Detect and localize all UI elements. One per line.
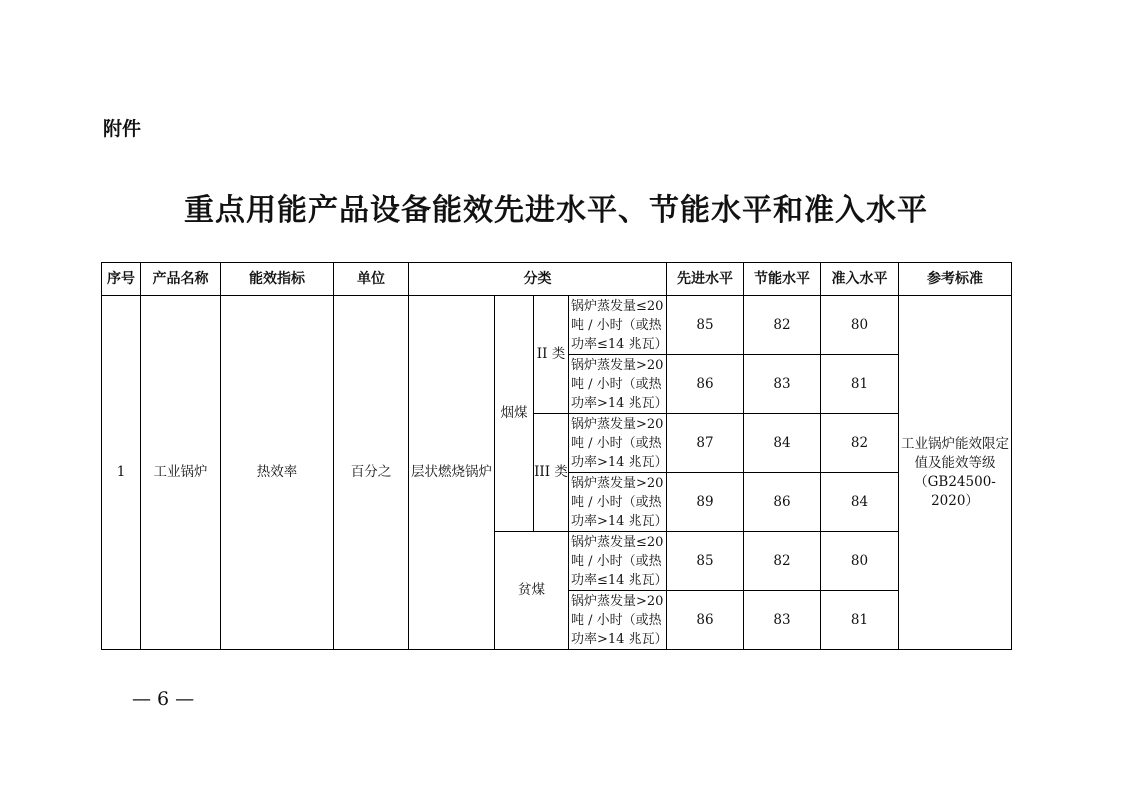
cell-saving: 83	[744, 355, 821, 414]
attachment-label: 附件	[103, 118, 142, 140]
cell-saving: 82	[744, 532, 821, 591]
cell-fuel-lean: 贫煤	[495, 532, 569, 650]
cell-saving: 83	[744, 591, 821, 650]
cell-advanced: 87	[667, 414, 744, 473]
cell-indicator: 热效率	[221, 296, 334, 650]
cell-condition: 锅炉蒸发量>20 吨 / 小时（或热 功率>14 兆瓦）	[569, 414, 667, 473]
cell-no: 1	[102, 296, 141, 650]
table-row	[102, 296, 1012, 355]
cell-class-ii: II 类	[534, 296, 569, 414]
cell-entry: 81	[821, 591, 899, 650]
cell-advanced: 89	[667, 473, 744, 532]
header-reference: 参考标准	[899, 263, 1012, 296]
cell-condition: 锅炉蒸发量≤20 吨 / 小时（或热 功率≤14 兆瓦）	[569, 296, 667, 355]
cell-reference: 工业锅炉能效限定值及能效等级（GB24500-2020）	[899, 296, 1012, 650]
cell-advanced: 85	[667, 532, 744, 591]
header-category: 分类	[409, 263, 667, 296]
cell-entry: 84	[821, 473, 899, 532]
cell-fuel-bituminous: 烟煤	[495, 296, 534, 532]
table-header-row	[102, 263, 1012, 296]
cell-advanced: 85	[667, 296, 744, 355]
header-product: 产品名称	[141, 263, 221, 296]
document-title: 重点用能产品设备能效先进水平、节能水平和准入水平	[184, 193, 928, 228]
cell-entry: 80	[821, 296, 899, 355]
cell-boiler-type: 层状燃烧锅炉	[409, 296, 495, 650]
cell-saving: 84	[744, 414, 821, 473]
cell-unit: 百分之	[334, 296, 409, 650]
cell-class-iii: III 类	[534, 414, 569, 532]
header-no: 序号	[102, 263, 141, 296]
cell-condition: 锅炉蒸发量>20 吨 / 小时（或热 功率>14 兆瓦）	[569, 355, 667, 414]
cell-condition: 锅炉蒸发量≤20 吨 / 小时（或热 功率≤14 兆瓦）	[569, 532, 667, 591]
cell-entry: 80	[821, 532, 899, 591]
header-advanced: 先进水平	[667, 263, 744, 296]
page-number: — 6 —	[132, 688, 195, 710]
header-entry: 准入水平	[821, 263, 899, 296]
header-saving: 节能水平	[744, 263, 821, 296]
cell-product: 工业锅炉	[141, 296, 221, 650]
cell-condition: 锅炉蒸发量>20 吨 / 小时（或热 功率>14 兆瓦）	[569, 473, 667, 532]
cell-condition: 锅炉蒸发量>20 吨 / 小时（或热 功率>14 兆瓦）	[569, 591, 667, 650]
cell-saving: 82	[744, 296, 821, 355]
header-unit: 单位	[334, 263, 409, 296]
header-indicator: 能效指标	[221, 263, 334, 296]
efficiency-table	[101, 262, 1012, 650]
cell-advanced: 86	[667, 355, 744, 414]
cell-entry: 82	[821, 414, 899, 473]
cell-advanced: 86	[667, 591, 744, 650]
cell-entry: 81	[821, 355, 899, 414]
cell-saving: 86	[744, 473, 821, 532]
